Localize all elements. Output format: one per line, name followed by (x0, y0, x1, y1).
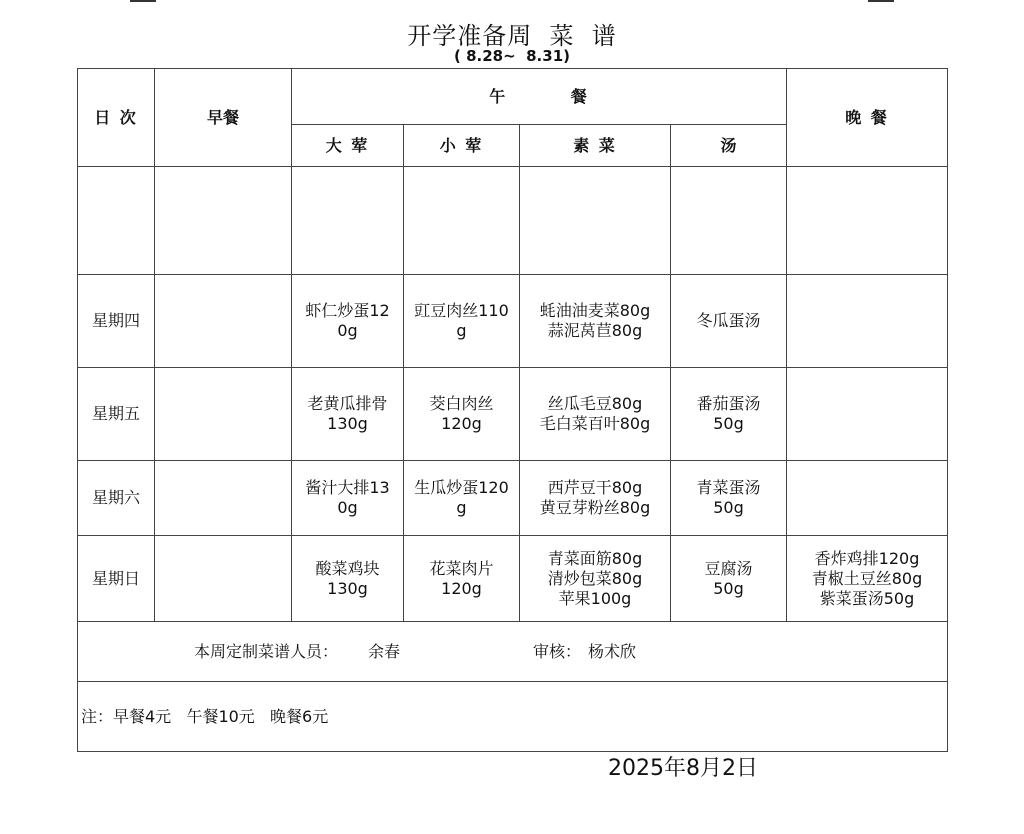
dish-line: 虾仁炒蛋12 (305, 301, 390, 320)
big-meat-cell (292, 536, 404, 622)
soup-cell (671, 275, 787, 368)
row-thursday (78, 275, 948, 368)
empty-row (78, 167, 948, 275)
dish-line: 青菜蛋汤 (696, 478, 761, 497)
menu-table (77, 68, 948, 752)
day-cell: 星期六 (78, 461, 155, 536)
dish-line: 冬瓜蛋汤 (696, 311, 761, 330)
dish-line: 130g (327, 414, 368, 433)
reviewer-label: 审核： (533, 642, 582, 661)
soup-cell (671, 461, 787, 536)
dish-line: 青椒土豆丝80g (811, 568, 923, 588)
empty-cell (787, 167, 948, 275)
small-meat-cell (404, 536, 520, 622)
day-cell: 星期日 (78, 536, 155, 622)
dish-line: 0g (337, 498, 358, 517)
vegetable-cell (520, 536, 671, 622)
dinner-cell (787, 536, 948, 622)
maker-label: 本周定制菜谱人员： (194, 642, 339, 661)
header-vegetable: 素 菜 (520, 125, 671, 167)
dish-line: 老黄瓜排骨 (307, 394, 388, 413)
header-day: 日 次 (78, 69, 155, 167)
empty-cell (292, 167, 404, 275)
dish-line: 豇豆肉丝110 (414, 301, 509, 320)
soup-cell (671, 536, 787, 622)
day-cell: 星期四 (78, 275, 155, 368)
dish-line: 青菜面筋80g (547, 548, 643, 568)
breakfast-cell (155, 368, 292, 461)
dinner-cell (787, 368, 948, 461)
header-breakfast: 早餐 (155, 69, 292, 167)
dish-line: 50g (713, 578, 744, 598)
staff-row (78, 622, 948, 682)
dish-line: 豆腐汤 (704, 558, 753, 578)
header-dinner: 晚 餐 (787, 69, 948, 167)
dish-line: 毛白菜百叶80g (539, 414, 651, 433)
vegetable-cell (520, 368, 671, 461)
top-edge-mark-right (868, 0, 894, 2)
header-small-meat: 小 荤 (404, 125, 520, 167)
top-edge-mark-left (130, 0, 156, 2)
big-meat-cell (292, 275, 404, 368)
note-row (78, 682, 948, 752)
header-big-meat: 大 荤 (292, 125, 404, 167)
vegetable-cell (520, 461, 671, 536)
staff-cell (78, 622, 948, 682)
menu-title: 开学准备周 菜 谱 (407, 22, 617, 50)
dish-line: 西芹豆干80g (547, 478, 643, 497)
empty-cell (404, 167, 520, 275)
row-friday (78, 368, 948, 461)
dish-line: 苹果100g (558, 588, 632, 608)
dish-line: 花菜肉片 (429, 558, 494, 578)
dish-line: 酸菜鸡块 (315, 558, 380, 578)
small-meat-cell (404, 368, 520, 461)
soup-cell (671, 368, 787, 461)
date-range: ( 8.28~ 8.31) (454, 47, 570, 65)
dish-line: 香炸鸡排120g (814, 548, 920, 568)
dinner-cell (787, 275, 948, 368)
price-note: 注：早餐4元 午餐10元 晚餐6元 (78, 682, 948, 752)
dish-line: 清炒包菜80g (547, 568, 643, 588)
staff-line (78, 622, 947, 681)
dish-line: 130g (327, 578, 368, 598)
dish-line: 丝瓜毛豆80g (547, 394, 643, 413)
big-meat-cell (292, 368, 404, 461)
issue-date: 2025年8月2日 (608, 756, 758, 781)
dish-line: 番茄蛋汤 (696, 394, 761, 413)
dish-line: g (456, 498, 467, 517)
day-cell: 星期五 (78, 368, 155, 461)
dish-line: g (456, 321, 467, 340)
empty-cell (155, 167, 292, 275)
maker-name: 余春 (368, 642, 401, 661)
dish-line: 茭白肉丝 (429, 394, 494, 413)
header-row (78, 69, 948, 125)
breakfast-cell (155, 536, 292, 622)
dish-line: 50g (713, 414, 744, 433)
empty-cell (520, 167, 671, 275)
dinner-cell (787, 461, 948, 536)
empty-cell (78, 167, 155, 275)
breakfast-cell (155, 275, 292, 368)
dish-line: 紫菜蛋汤50g (819, 588, 915, 608)
row-saturday (78, 461, 948, 536)
big-meat-cell (292, 461, 404, 536)
header-soup: 汤 (671, 125, 787, 167)
dish-line: 蚝油油麦菜80g (539, 301, 651, 320)
breakfast-cell (155, 461, 292, 536)
header-lunch: 午 餐 (292, 69, 787, 125)
empty-cell (671, 167, 787, 275)
dish-line: 生瓜炒蛋120 (414, 478, 509, 497)
dish-line: 酱汁大排13 (305, 478, 390, 497)
small-meat-cell (404, 275, 520, 368)
dish-line: 120g (441, 578, 482, 598)
row-sunday (78, 536, 948, 622)
small-meat-cell (404, 461, 520, 536)
dish-line: 120g (441, 414, 482, 433)
dish-line: 黄豆芽粉丝80g (539, 498, 651, 517)
dish-line: 50g (713, 498, 744, 517)
dish-line: 0g (337, 321, 358, 340)
reviewer-name: 杨术欣 (588, 642, 637, 661)
dish-line: 蒜泥莴苣80g (547, 321, 643, 340)
vegetable-cell (520, 275, 671, 368)
